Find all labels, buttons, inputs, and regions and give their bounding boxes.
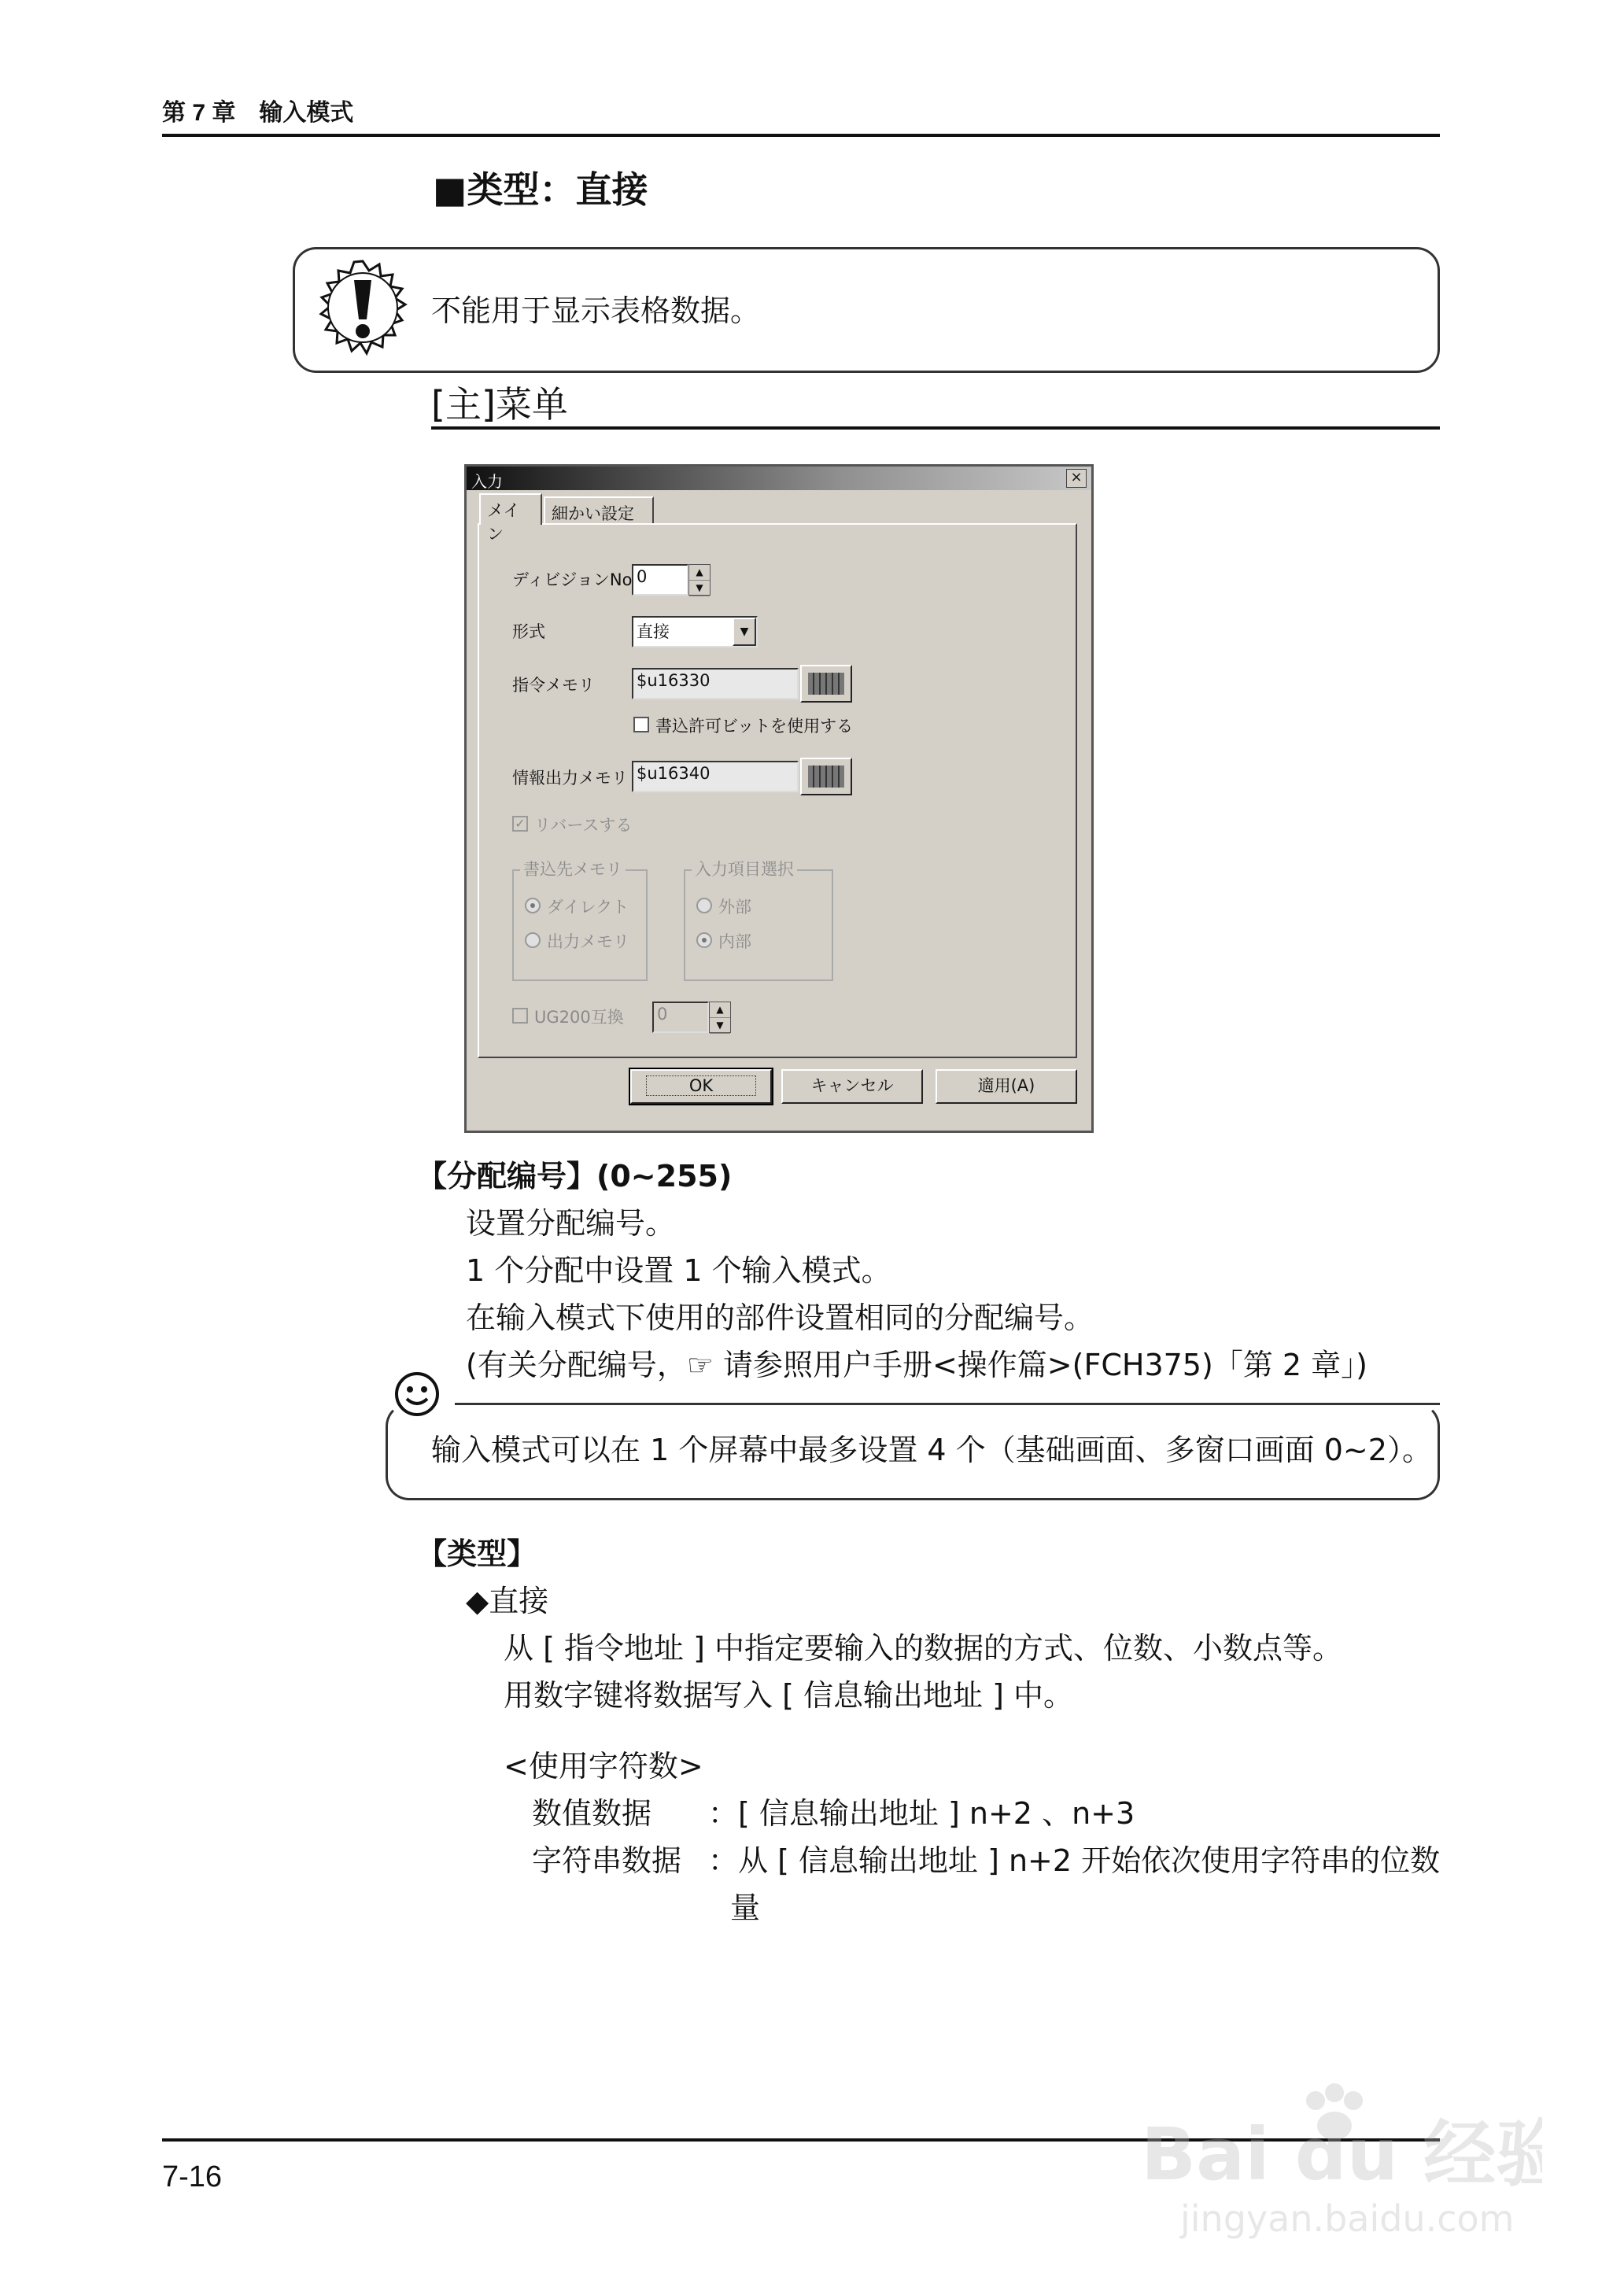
- reverse-label: リバースする: [534, 816, 633, 835]
- input-item-select-group: [684, 869, 833, 981]
- section-title: ■类型：直接: [433, 168, 648, 211]
- format-label: 形式: [512, 622, 545, 641]
- string-data-value: ：从 [ 信息输出地址 ] n+2 开始依次使用字符串的位数: [708, 1843, 1441, 1878]
- write-permit-checkbox[interactable]: [633, 717, 649, 732]
- division-spinner[interactable]: ▲ ▼: [688, 564, 710, 596]
- radio-internal[interactable]: [696, 932, 712, 948]
- info-memory-keyboard-button[interactable]: [800, 758, 852, 795]
- header-rule: [162, 134, 1440, 137]
- distribution-reference: (有关分配编号，☞ 请参照用户手册<操作篇>(FCH375)「第 2 章」): [466, 1348, 1367, 1382]
- radio-output-memory-label: 出力メモリ: [547, 932, 629, 951]
- input-dialog: [464, 464, 1094, 1133]
- ok-button[interactable]: OK: [630, 1069, 772, 1104]
- tab-main[interactable]: メイン: [479, 493, 542, 525]
- command-memory-keyboard-button[interactable]: [800, 665, 852, 703]
- dialog-title: 入力: [471, 472, 503, 491]
- watermark-url: jingyan.baidu.com: [1180, 2197, 1515, 2240]
- cancel-button[interactable]: キャンセル: [781, 1069, 923, 1104]
- type-heading: 【类型】: [417, 1537, 537, 1571]
- radio-external-label: 外部: [718, 898, 751, 917]
- distribution-line: 在输入模式下使用的部件设置相同的分配编号。: [466, 1300, 1094, 1335]
- radio-external[interactable]: [696, 898, 712, 913]
- radio-direct[interactable]: [525, 898, 541, 913]
- command-memory-input[interactable]: $u16330: [632, 668, 799, 699]
- distribution-line: 设置分配编号。: [466, 1206, 676, 1241]
- numeric-data-label: 数值数据: [532, 1796, 652, 1831]
- watermark-brand: Bai du 经验: [1141, 2112, 1542, 2197]
- type-description: 从 [ 指令地址 ] 中指定要输入的数据的方式、位数、小数点等。: [504, 1631, 1342, 1666]
- menu-heading: [主]菜单: [431, 383, 568, 426]
- write-destination-title: 書込先メモリ: [520, 857, 626, 880]
- string-data-value-cont: 量: [730, 1891, 761, 1925]
- apply-button[interactable]: 適用(A): [936, 1069, 1077, 1104]
- division-input[interactable]: 0: [632, 564, 688, 596]
- hint-box-top-rule: [455, 1403, 1440, 1405]
- command-memory-label: 指令メモリ: [512, 676, 595, 695]
- info-output-memory-label: 情報出力メモリ: [512, 769, 628, 788]
- ug200-input[interactable]: 0: [652, 1002, 709, 1033]
- info-output-memory-input[interactable]: $u16340: [632, 761, 799, 792]
- tab-detail-settings[interactable]: 細かい設定: [544, 496, 654, 525]
- dialog-titlebar[interactable]: [467, 467, 1091, 490]
- keyboard-icon: [808, 673, 844, 695]
- distribution-heading: 【分配编号】(0~255): [417, 1159, 733, 1193]
- warning-icon: [313, 258, 412, 357]
- numeric-data-value: ：[ 信息输出地址 ] n+2 、n+3: [708, 1796, 1135, 1831]
- page-number: 7-16: [162, 2160, 223, 2193]
- watermark-logo: [1133, 2077, 1542, 2242]
- ug200-label: UG200互換: [534, 1008, 624, 1027]
- type-description: 用数字键将数据写入 [ 信息输出地址 ] 中。: [504, 1678, 1073, 1713]
- hint-text: 输入模式可以在 1 个屏幕中最多设置 4 个（基础画面、多窗口画面 0~2）。: [431, 1433, 1432, 1467]
- format-select[interactable]: 直接: [632, 616, 758, 647]
- radio-internal-label: 内部: [718, 932, 751, 951]
- input-item-select-title: 入力項目選択: [692, 857, 797, 880]
- division-label: ディビジョンNo: [512, 570, 633, 589]
- smiley-icon: [393, 1371, 441, 1418]
- menu-rule: [431, 426, 1440, 430]
- ug200-checkbox[interactable]: [512, 1008, 528, 1024]
- radio-direct-label: ダイレクト: [547, 898, 629, 917]
- type-item-direct: ◆直接: [466, 1584, 549, 1618]
- reverse-checkbox[interactable]: ✓: [512, 816, 528, 832]
- ug200-spinner[interactable]: ▲ ▼: [709, 1002, 731, 1033]
- chevron-down-icon[interactable]: ▼: [733, 618, 756, 646]
- write-destination-group: [512, 869, 648, 981]
- distribution-line: 1 个分配中设置 1 个输入模式。: [466, 1253, 891, 1288]
- write-permit-label: 書込許可ビットを使用する: [655, 717, 854, 736]
- caution-text: 不能用于显示表格数据。: [431, 293, 761, 328]
- chars-heading: <使用字符数>: [504, 1749, 703, 1784]
- string-data-label: 字符串数据: [532, 1843, 682, 1878]
- radio-output-memory[interactable]: [525, 932, 541, 948]
- keyboard-icon: [808, 766, 844, 788]
- close-button[interactable]: ×: [1066, 469, 1087, 488]
- chapter-header: 第 7 章 输入模式: [162, 100, 354, 126]
